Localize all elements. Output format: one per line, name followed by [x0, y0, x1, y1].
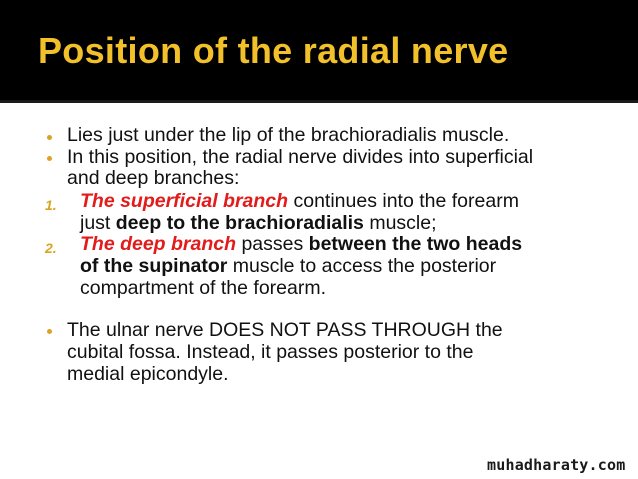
- title-bar: [0, 0, 638, 103]
- number-marker: 2.: [45, 240, 57, 256]
- bullet-text: and deep branches:: [67, 167, 240, 189]
- numbered-text: just: [80, 212, 116, 234]
- numbered-text: compartment of the forearm.: [80, 277, 327, 299]
- watermark: muhadharaty.com: [487, 456, 626, 474]
- numbered-text: continues into the forearm: [288, 190, 519, 212]
- bullet-text: In this position, the radial nerve divides into superficial: [67, 146, 534, 168]
- numbered-line: [80, 191, 519, 212]
- numbered-text: muscle;: [363, 212, 437, 234]
- bold-text: deep to the brachioradialis: [115, 212, 364, 234]
- bullet-text: The ulnar nerve DOES NOT PASS THROUGH the: [67, 319, 503, 341]
- bullet-marker: [47, 329, 52, 334]
- slide-title: Position of the radial nerve: [38, 30, 509, 71]
- highlight-term: The deep branch: [80, 233, 237, 255]
- numbered-line: [80, 213, 437, 234]
- numbered-line: [80, 256, 496, 277]
- bullet-text: cubital fossa. Instead, it passes posterior to the: [67, 341, 474, 363]
- numbered-text: muscle to access the posterior: [227, 255, 497, 277]
- bullet-marker: [47, 135, 52, 140]
- highlight-term: The superficial branch: [80, 190, 289, 212]
- bold-text: of the supinator: [80, 255, 228, 277]
- bold-text: between the two heads: [308, 233, 523, 255]
- numbered-text: passes: [236, 233, 309, 255]
- number-marker: 1.: [45, 197, 57, 213]
- bullet-text: medial epicondyle.: [67, 363, 229, 385]
- bullet-text: Lies just under the lip of the brachioradialis muscle.: [67, 124, 510, 146]
- bullet-marker: [47, 156, 52, 161]
- numbered-line: [80, 234, 522, 255]
